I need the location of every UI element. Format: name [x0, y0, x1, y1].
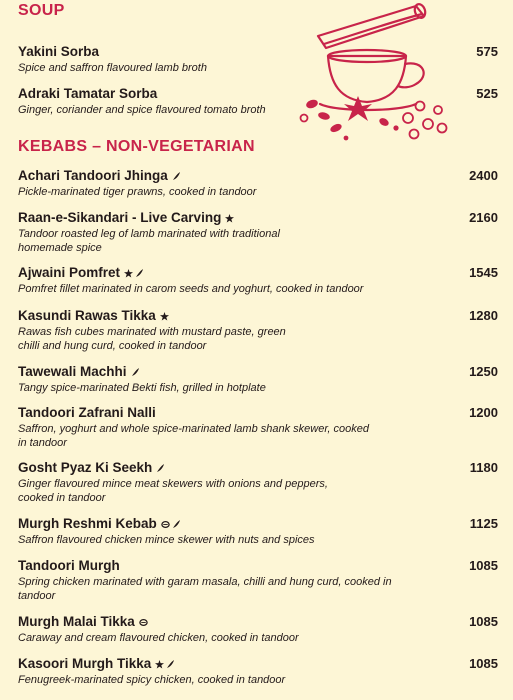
item-price: 525	[476, 86, 498, 101]
item-description: Rawas fish cubes marinated with mustard paste, green chilli and hung curd, cooked in tandoor	[18, 326, 286, 352]
item-name: Yakini Sorba	[18, 44, 100, 59]
item-description: Pickle-marinated tiger prawns, cooked in tandoor	[18, 186, 257, 198]
nut-icon	[139, 618, 148, 627]
menu-item-yakini-sorba	[18, 44, 498, 75]
item-price: 575	[476, 44, 498, 59]
menu-item-tandoori-zafrani-nalli	[18, 405, 498, 450]
item-description: Saffron, yoghurt and whole spice-marinated lamb shank skewer, cooked in tandoor	[18, 423, 369, 449]
item-price: 1545	[469, 265, 498, 280]
item-price: 1250	[469, 364, 498, 379]
chilli-icon	[172, 171, 181, 181]
item-price: 1200	[469, 405, 498, 420]
item-name: Murgh Malai Tikka	[18, 614, 135, 629]
section-title-soup: SOUP	[18, 2, 65, 19]
chilli-icon	[166, 659, 175, 669]
menu-item-ajwaini-pomfret	[18, 265, 498, 296]
item-price: 1180	[469, 460, 498, 475]
chilli-icon	[156, 463, 165, 473]
item-description: Ginger flavoured mince meat skewers with onions and peppers, cooked in tandoor	[18, 478, 328, 504]
chilli-icon	[172, 519, 181, 529]
item-description: Pomfret fillet marinated in carom seeds and yoghurt, cooked in tandoor	[18, 283, 364, 295]
item-name: Raan-e-Sikandari - Live Carving	[18, 210, 222, 225]
menu-item-achari-tandoori-jhinga	[18, 168, 498, 199]
item-price: 1125	[469, 516, 498, 531]
star-icon	[124, 269, 133, 278]
section-title-kebabs-non-veg: KEBABS – NON-VEGETARIAN	[18, 138, 255, 155]
item-description: Ginger, coriander and spice flavoured tomato broth	[18, 104, 266, 116]
item-description: Saffron flavoured chicken mince skewer with nuts and spices	[18, 534, 315, 546]
item-description: Spice and saffron flavoured lamb broth	[18, 62, 207, 74]
menu-item-murgh-malai-tikka	[18, 614, 498, 645]
chilli-icon	[131, 367, 140, 377]
item-price: 2160	[469, 210, 498, 225]
item-name: Kasundi Rawas Tikka	[18, 308, 156, 323]
item-price: 1085	[469, 656, 498, 671]
menu-item-tawewali-machhi	[18, 364, 498, 395]
item-description: Fenugreek-marinated spicy chicken, cooked in tandoor	[18, 674, 286, 686]
item-name: Tandoori Murgh	[18, 558, 120, 573]
item-description: Caraway and cream flavoured chicken, cooked in tandoor	[18, 632, 299, 644]
item-description: Tandoor roasted leg of lamb marinated with traditional homemade spice	[18, 228, 280, 254]
item-name: Kasoori Murgh Tikka	[18, 656, 152, 671]
item-name: Tandoori Zafrani Nalli	[18, 405, 156, 420]
item-price: 1085	[469, 558, 498, 573]
item-name: Ajwaini Pomfret	[18, 265, 121, 280]
menu-item-kasoori-murgh-tikka	[18, 656, 498, 687]
menu-item-tandoori-murgh	[18, 558, 498, 603]
item-name: Adraki Tamatar Sorba	[18, 86, 158, 101]
star-icon	[155, 660, 164, 669]
item-name: Tawewali Machhi	[18, 364, 127, 379]
menu-item-kasundi-rawas-tikka	[18, 308, 498, 353]
chilli-icon	[135, 268, 144, 278]
item-name: Gosht Pyaz Ki Seekh	[18, 460, 153, 475]
menu-item-raan-e-sikandari	[18, 210, 498, 255]
menu-item-adraki-tamatar-sorba	[18, 86, 498, 117]
menu-item-murgh-reshmi-kebab	[18, 516, 498, 547]
item-price: 1280	[469, 308, 498, 323]
item-name: Achari Tandoori Jhinga	[18, 168, 168, 183]
menu-item-gosht-pyaz-ki-seekh	[18, 460, 498, 505]
item-description: Tangy spice-marinated Bekti fish, grilled in hotplate	[18, 382, 266, 394]
star-icon	[160, 312, 169, 321]
nut-icon	[161, 520, 170, 529]
item-price: 2400	[469, 168, 498, 183]
item-name: Murgh Reshmi Kebab	[18, 516, 157, 531]
item-price: 1085	[469, 614, 498, 629]
item-description: Spring chicken marinated with garam masala, chilli and hung curd, cooked in tandoor	[18, 576, 392, 602]
star-icon	[225, 214, 234, 223]
